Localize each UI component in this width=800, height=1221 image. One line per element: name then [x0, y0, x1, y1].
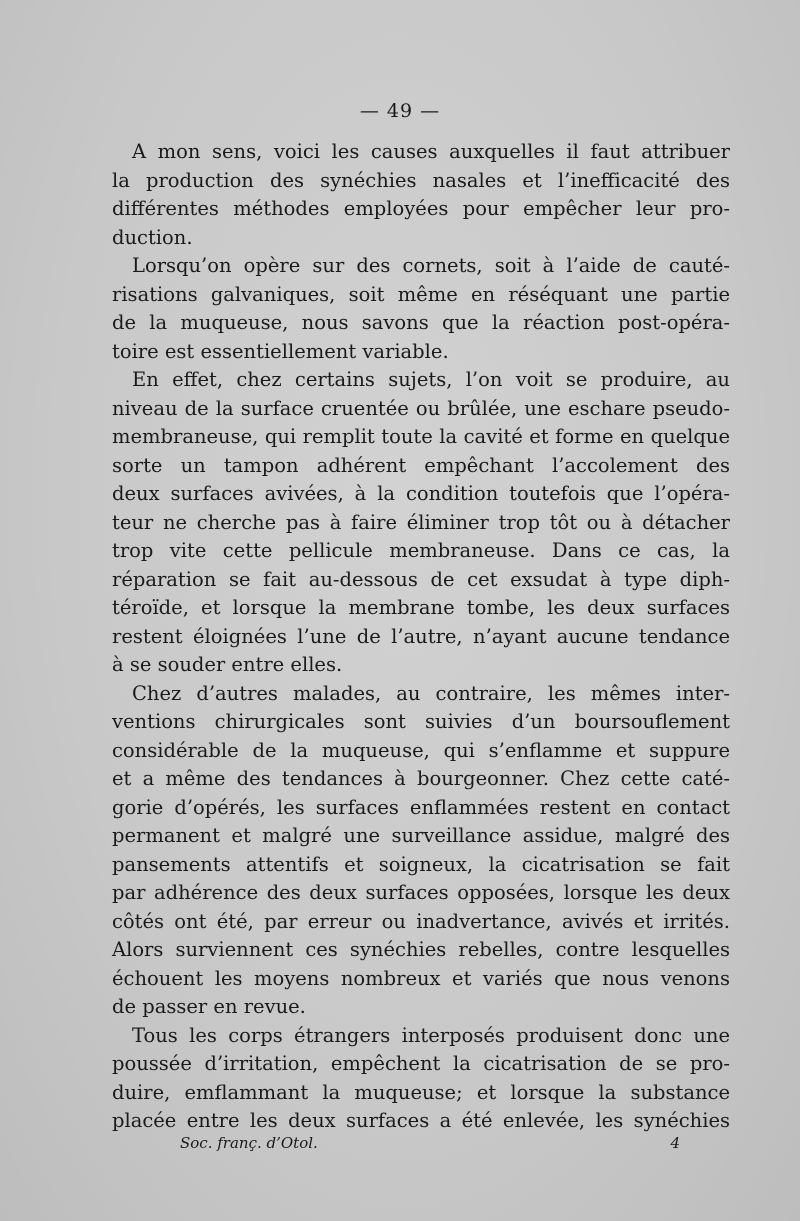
text-line: placée entre les deux surfaces a été enlevée, les synéchies	[112, 1109, 730, 1132]
text-line: risations galvaniques, soit même en réséquant une partie	[112, 282, 730, 306]
text-line: différentes méthodes employées pour empêcher leur pro-	[112, 197, 730, 220]
text-line: et a même des tendances à bourgeonner. Chez cette caté-	[112, 767, 730, 790]
text-line: Alors surviennent ces synéchies rebelles, contre lesquelles	[112, 938, 730, 961]
text-line: téroïde, et lorsque la membrane tombe, les deux surfaces	[112, 596, 730, 619]
text-line: deux surfaces avivées, à la condition toutefois que l’opéra-	[112, 482, 730, 505]
page-number: — 49 —	[359, 100, 441, 122]
text-line: duction.	[112, 225, 193, 249]
text-line: la production des synéchies nasales et l’inefficacité des	[112, 168, 730, 192]
text-line: En effet, chez certains sujets, l’on voit se produire, au	[132, 368, 730, 391]
sheet-number: 4	[670, 1134, 680, 1152]
text-line: ventions chirurgicales sont suivies d’un boursouflement	[112, 710, 730, 733]
text-line: trop vite cette pellicule membraneuse. Dans ce cas, la	[112, 539, 730, 562]
text-line: A mon sens, voici les causes auxquelles il faut attribuer	[132, 140, 730, 163]
text-line: pansements attentifs et soigneux, la cicatrisation se fait	[112, 852, 730, 876]
text-line: de la muqueuse, nous savons que la réaction post-opéra-	[112, 311, 730, 334]
paragraph-5	[112, 1022, 730, 1136]
text-line: poussée d’irritation, empêchent la cicatrisation de se pro-	[112, 1052, 730, 1075]
text-line: toire est essentiellement variable.	[112, 339, 449, 363]
text-line: sorte un tampon adhérent empêchant l’accolement des	[112, 453, 730, 477]
text-line: Chez d’autres malades, au contraire, les mêmes inter-	[132, 681, 730, 705]
text-line: à se souder entre elles.	[112, 653, 343, 676]
text-line: restent éloignées l’une de l’autre, n’ayant aucune tendance	[112, 624, 730, 648]
text-line: par adhérence des deux surfaces opposées, lorsque les deux	[112, 881, 730, 904]
text-line: réparation se fait au-dessous de cet exsudat à type diph-	[112, 567, 730, 591]
signature-mark: Soc. franç. d’Otol.	[180, 1134, 318, 1152]
text-line: Tous les corps étrangers interposés produisent donc une	[132, 1023, 730, 1047]
text-line: considérable de la muqueuse, qui s’enflamme et suppure	[112, 738, 730, 762]
paragraph-3	[112, 366, 730, 680]
text-line: de passer en revue.	[112, 995, 306, 1018]
text-line: teur ne cherche pas à faire éliminer trop tôt ou à détacher	[112, 510, 730, 534]
text-line: duire, emflammant la muqueuse; et lorsque la substance	[112, 1080, 730, 1104]
paragraph-1	[112, 138, 730, 252]
text-line: Lorsqu’on opère sur des cornets, soit à l’aide de cauté-	[132, 254, 730, 277]
text-line: membraneuse, qui remplit toute la cavité et forme en quelque	[112, 425, 730, 448]
text-line: gorie d’opérés, les surfaces enflammées restent en contact	[112, 795, 730, 819]
text-line: côtés ont été, par erreur ou inadvertance, avivés et irrités.	[112, 909, 730, 933]
text-line: niveau de la surface cruentée ou brûlée, une eschare pseudo-	[112, 396, 730, 420]
body-text	[112, 138, 730, 1136]
paragraph-2	[112, 252, 730, 366]
text-line: permanent et malgré une surveillance assidue, malgré des	[112, 824, 730, 847]
text-line: échouent les moyens nombreux et variés que nous venons	[112, 966, 730, 990]
paragraph-4	[112, 680, 730, 1022]
